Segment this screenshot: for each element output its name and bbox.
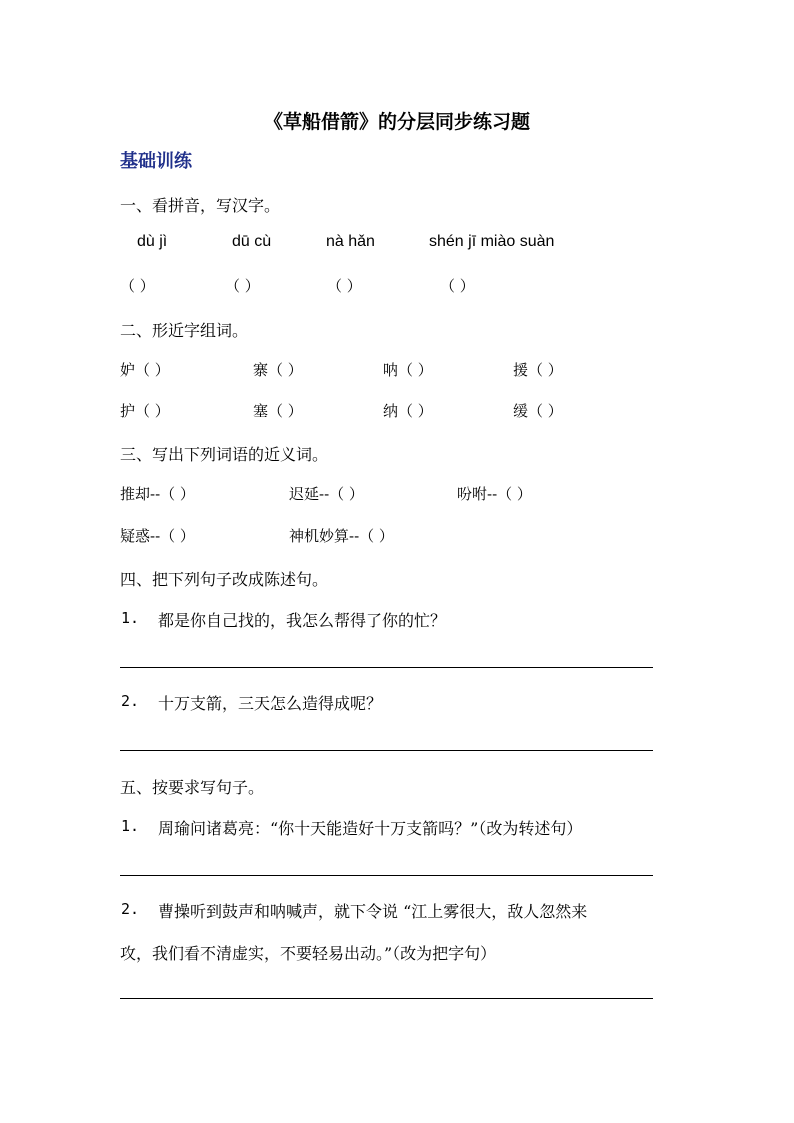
item-number: 1. <box>121 609 140 627</box>
synonym-item-4[interactable]: 疑惑--（ ） <box>120 527 195 545</box>
answer-line[interactable] <box>120 750 653 751</box>
synonym-item-3[interactable]: 吩咐--（ ） <box>457 485 532 503</box>
word-pair-3[interactable]: 呐（ ） <box>383 361 433 379</box>
word-pair-2[interactable]: 寨（ ） <box>253 361 303 379</box>
question-5-heading: 五、按要求写句子。 <box>120 778 265 797</box>
sentence-text: 十万支箭，三天怎么造得成呢？ <box>158 694 383 713</box>
item-number: 2. <box>121 692 140 710</box>
synonym-item-1[interactable]: 推却--（ ） <box>120 485 195 503</box>
pinyin-4: shén jī miào suàn <box>429 233 555 250</box>
sentence-text: 都是你自己找的，我怎么帮得了你的忙？ <box>158 611 447 630</box>
answer-line[interactable] <box>120 998 653 999</box>
item-number: 1. <box>121 817 140 835</box>
question-3-heading: 三、写出下列词语的近义词。 <box>120 445 329 464</box>
synonym-item-5[interactable]: 神机妙算--（ ） <box>289 527 394 545</box>
question-1-heading: 一、看拼音，写汉字。 <box>120 196 281 215</box>
pinyin-3: nà hǎn <box>326 233 375 250</box>
blank-4[interactable]: （ ） <box>440 277 475 295</box>
question-4-heading: 四、把下列句子改成陈述句。 <box>120 570 329 589</box>
sentence-text: 周瑜问诸葛亮：“你十天能造好十万支箭吗？”（改为转述句） <box>158 819 583 838</box>
word-pair-8[interactable]: 缓（ ） <box>513 402 563 420</box>
sentence-text: 曹操听到鼓声和呐喊声，就下令说 “江上雾很大，敌人忽然来 <box>158 902 588 921</box>
page-title: 《草船借箭》的分层同步练习题 <box>263 111 530 133</box>
blank-1[interactable]: （ ） <box>120 277 155 295</box>
blank-2[interactable]: （ ） <box>225 277 260 295</box>
pinyin-1: dù jì <box>137 233 168 250</box>
pinyin-2: dū cù <box>232 233 272 250</box>
word-pair-1[interactable]: 妒（ ） <box>120 361 170 379</box>
word-pair-5[interactable]: 护（ ） <box>120 402 170 420</box>
item-number: 2. <box>121 900 140 918</box>
word-pair-7[interactable]: 纳（ ） <box>383 402 433 420</box>
answer-line[interactable] <box>120 667 653 668</box>
word-pair-6[interactable]: 塞（ ） <box>253 402 303 420</box>
answer-line[interactable] <box>120 875 653 876</box>
blank-3[interactable]: （ ） <box>327 277 362 295</box>
word-pair-4[interactable]: 援（ ） <box>513 361 563 379</box>
section-heading: 基础训练 <box>120 151 192 172</box>
question-2-heading: 二、形近字组词。 <box>120 321 249 340</box>
sentence-text-continued: 攻，我们看不清虚实，不要轻易出动。”（改为把字句） <box>120 944 497 963</box>
synonym-item-2[interactable]: 迟延--（ ） <box>289 485 364 503</box>
